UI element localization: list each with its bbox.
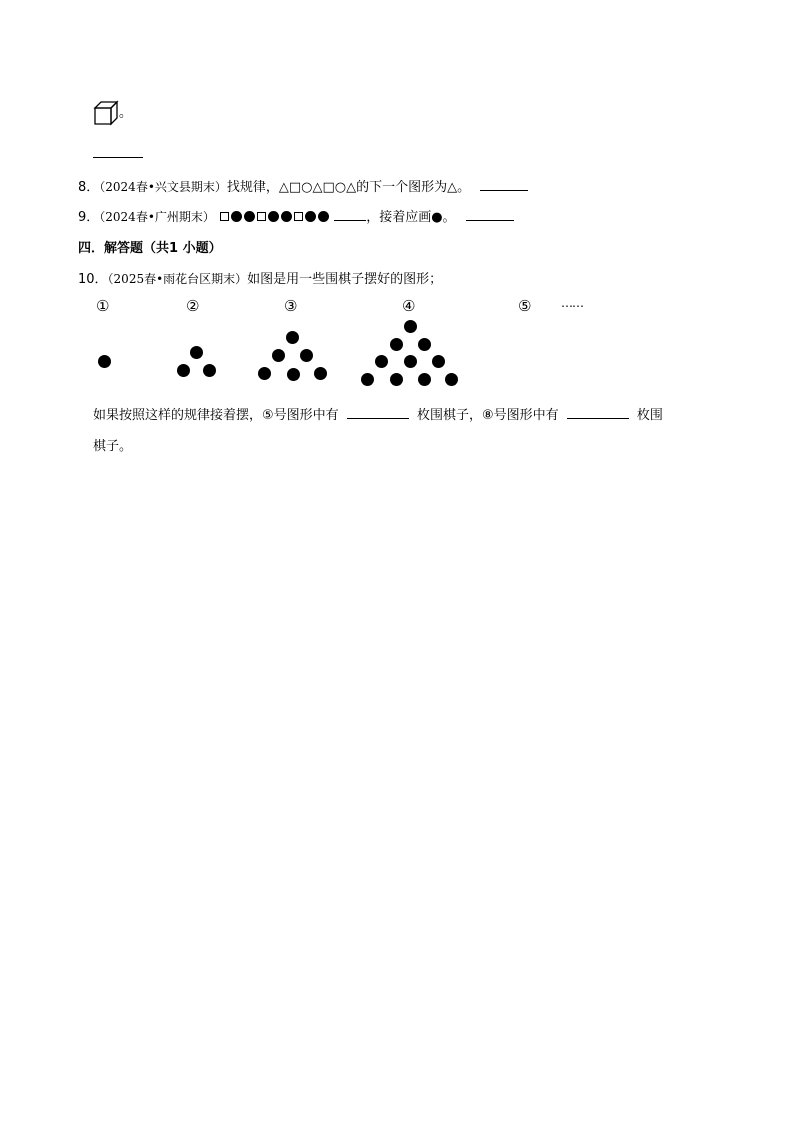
go-stone: [177, 364, 190, 377]
ellipsis: ……: [561, 296, 583, 310]
q9-text: ，接着应画●。: [366, 210, 456, 225]
answer-blank-top[interactable]: [93, 145, 143, 162]
go-stone: [203, 364, 216, 377]
go-stone: [418, 373, 431, 386]
q10-number: 10．: [78, 272, 108, 287]
q10-line2: 棋子。: [93, 439, 133, 454]
dot-shape: [231, 211, 242, 222]
go-stone: [404, 355, 417, 368]
dot-shape: [244, 211, 255, 222]
go-stone: [404, 320, 417, 333]
section-title: 四．解答题（共1 小题）: [78, 241, 222, 256]
figure-label-4: ④: [402, 297, 416, 315]
square-shape: [257, 212, 266, 221]
q10-answer-line-1: [93, 404, 663, 423]
figure-label-2: ②: [186, 297, 200, 315]
dot-shape: [305, 211, 316, 222]
go-stone: [445, 373, 458, 386]
go-stone: [287, 368, 300, 381]
go-stone: [390, 338, 403, 351]
q9-number: 9．: [78, 210, 100, 225]
q9-sequence: [219, 210, 334, 225]
go-stone: [286, 331, 299, 344]
question-9: [78, 206, 514, 225]
q10-line1-c: 枚围: [636, 408, 663, 423]
go-stone: [190, 346, 203, 359]
q8-number: 8．: [78, 180, 100, 195]
go-stone: [300, 349, 313, 362]
q10-line1-a: 如果按照这样的规律接着摆，⑤号图形中有: [93, 408, 339, 423]
dot-shape: [281, 211, 292, 222]
question-10: [78, 268, 442, 287]
q8-text: 找规律，△□○△□○△的下一个图形为△。: [226, 180, 471, 195]
square-shape: [220, 212, 229, 221]
cube-line: [93, 100, 132, 126]
go-stone: [314, 367, 327, 380]
go-stone: [432, 355, 445, 368]
q10-blank-figure-8[interactable]: [567, 406, 629, 419]
q9-source: （2024春•广州期末）: [99, 210, 215, 224]
go-stone: [418, 338, 431, 351]
dot-shape: [268, 211, 279, 222]
q8-answer-blank[interactable]: [480, 178, 528, 191]
q8-source: （2024春•兴文县期末）: [99, 180, 227, 194]
go-stone: [258, 367, 271, 380]
q10-line1-b: 枚围棋子，⑧号图形中有: [416, 408, 559, 423]
q9-inline-blank[interactable]: [334, 208, 366, 221]
figure-label-1: ①: [96, 297, 110, 315]
go-stone: [272, 349, 285, 362]
cube-period: 。: [119, 105, 133, 121]
q10-source: （2025春•雨花台区期末）: [107, 272, 248, 286]
cube-icon: [93, 100, 119, 126]
figure-label-5: ⑤: [518, 297, 532, 315]
question-8: [78, 176, 528, 195]
go-stone: [390, 373, 403, 386]
figure-label-3: ③: [284, 297, 298, 315]
square-shape: [294, 212, 303, 221]
go-stone: [98, 355, 111, 368]
q10-blank-figure-5[interactable]: [347, 406, 409, 419]
dot-shape: [318, 211, 329, 222]
q10-text: 如图是用一些围棋子摆好的图形；: [247, 272, 443, 287]
go-stone: [375, 355, 388, 368]
go-stone: [361, 373, 374, 386]
q9-answer-blank[interactable]: [466, 208, 514, 221]
